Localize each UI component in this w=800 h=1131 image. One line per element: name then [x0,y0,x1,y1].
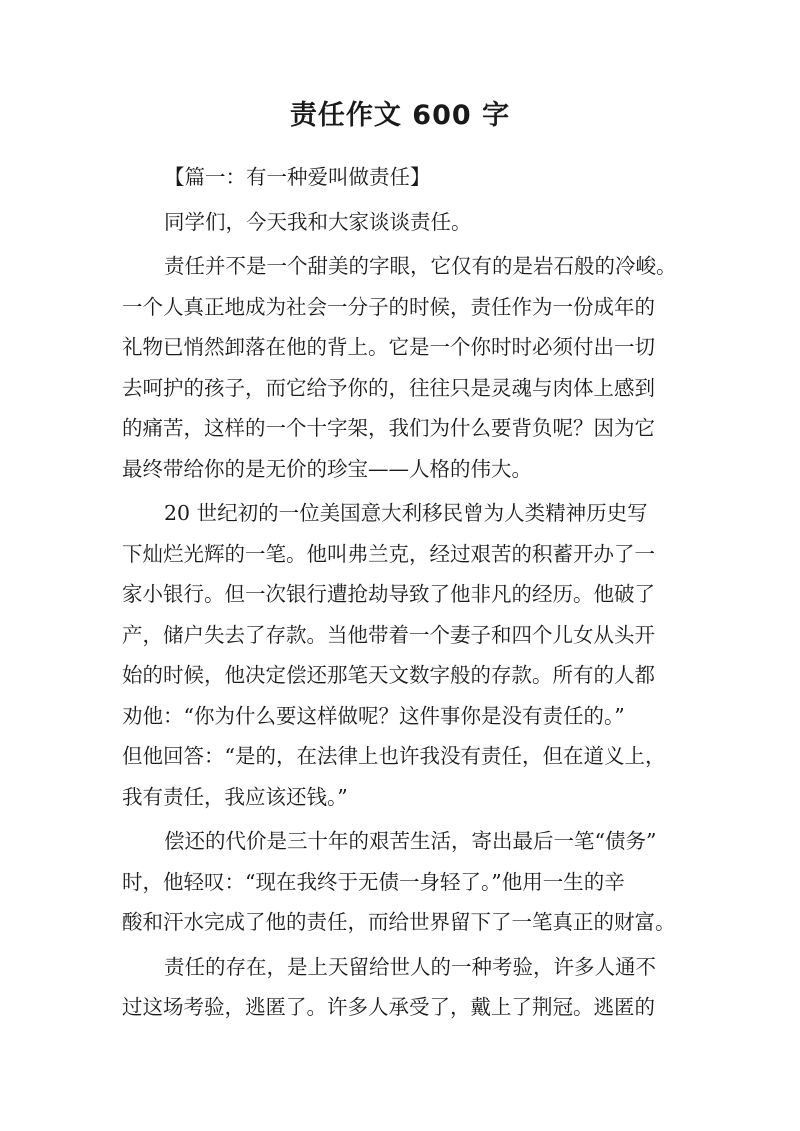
paragraph-line: 去呵护的孩子，而它给予你的，往往只是灵魂与肉体上感到 [122,375,655,400]
section-heading: 【篇一：有一种爱叫做责任】 [164,165,431,189]
paragraph-line: 我有责任，我应该还钱。” [122,784,348,809]
paragraph-line: 家小银行。但一次银行遭抢劫导致了他非凡的经历。他破了 [122,582,655,606]
paragraph-line: 劝他：“你为什么要这样做呢？这件事你是没有责任的。” [122,703,625,728]
paragraph-line: 责任的存在，是上天留给世人的一种考验，许多人通不 [164,954,656,979]
paragraph-line: 20 世纪初的一位美国意大利移民曾为人类精神历史写 [164,501,648,525]
paragraph-line: 责任并不是一个甜美的字眼，它仅有的是岩石般的冷峻。 [164,254,677,278]
paragraph-line: 偿还的代价是三十年的艰苦生活，寄出最后一笔“债务” [164,829,657,853]
paragraph-line: 过这场考验，逃匿了。许多人承受了，戴上了荆冠。逃匿的 [122,995,655,1019]
paragraph-line: 一个人真正地成为社会一分子的时候，责任作为一份成年的 [122,294,655,319]
paragraph-line: 酸和汗水完成了他的责任，而给世界留下了一笔真正的财富。 [122,910,676,934]
paragraph-line: 但他回答：“是的，在法律上也许我没有责任，但在道义上， [122,744,666,768]
paragraph-line: 礼物已悄然卸落在他的背上。它是一个你时时必须付出一切 [122,335,655,359]
document-body [122,157,680,1028]
document-title: 责任作文 600 字 [289,100,511,131]
paragraph-line: 的痛苦，这样的一个十字架，我们为什么要背负呢？因为它 [122,416,655,440]
paragraph-line: 产，储户失去了存款。当他带着一个妻子和四个儿女从头开 [122,622,655,647]
paragraph-line: 最终带给你的是无价的珍宝——人格的伟大。 [122,456,532,481]
paragraph-line: 始的时候，他决定偿还那笔天文数字般的存款。所有的人都 [122,663,655,687]
paragraph-line: 下灿烂光辉的一笔。他叫弗兰克，经过艰苦的积蓄开办了一 [122,541,655,566]
paragraph-line: 时，他轻叹：“现在我终于无债一身轻了。”他用一生的辛 [122,869,625,894]
paragraph-line: 同学们，今天我和大家谈谈责任。 [164,209,472,234]
